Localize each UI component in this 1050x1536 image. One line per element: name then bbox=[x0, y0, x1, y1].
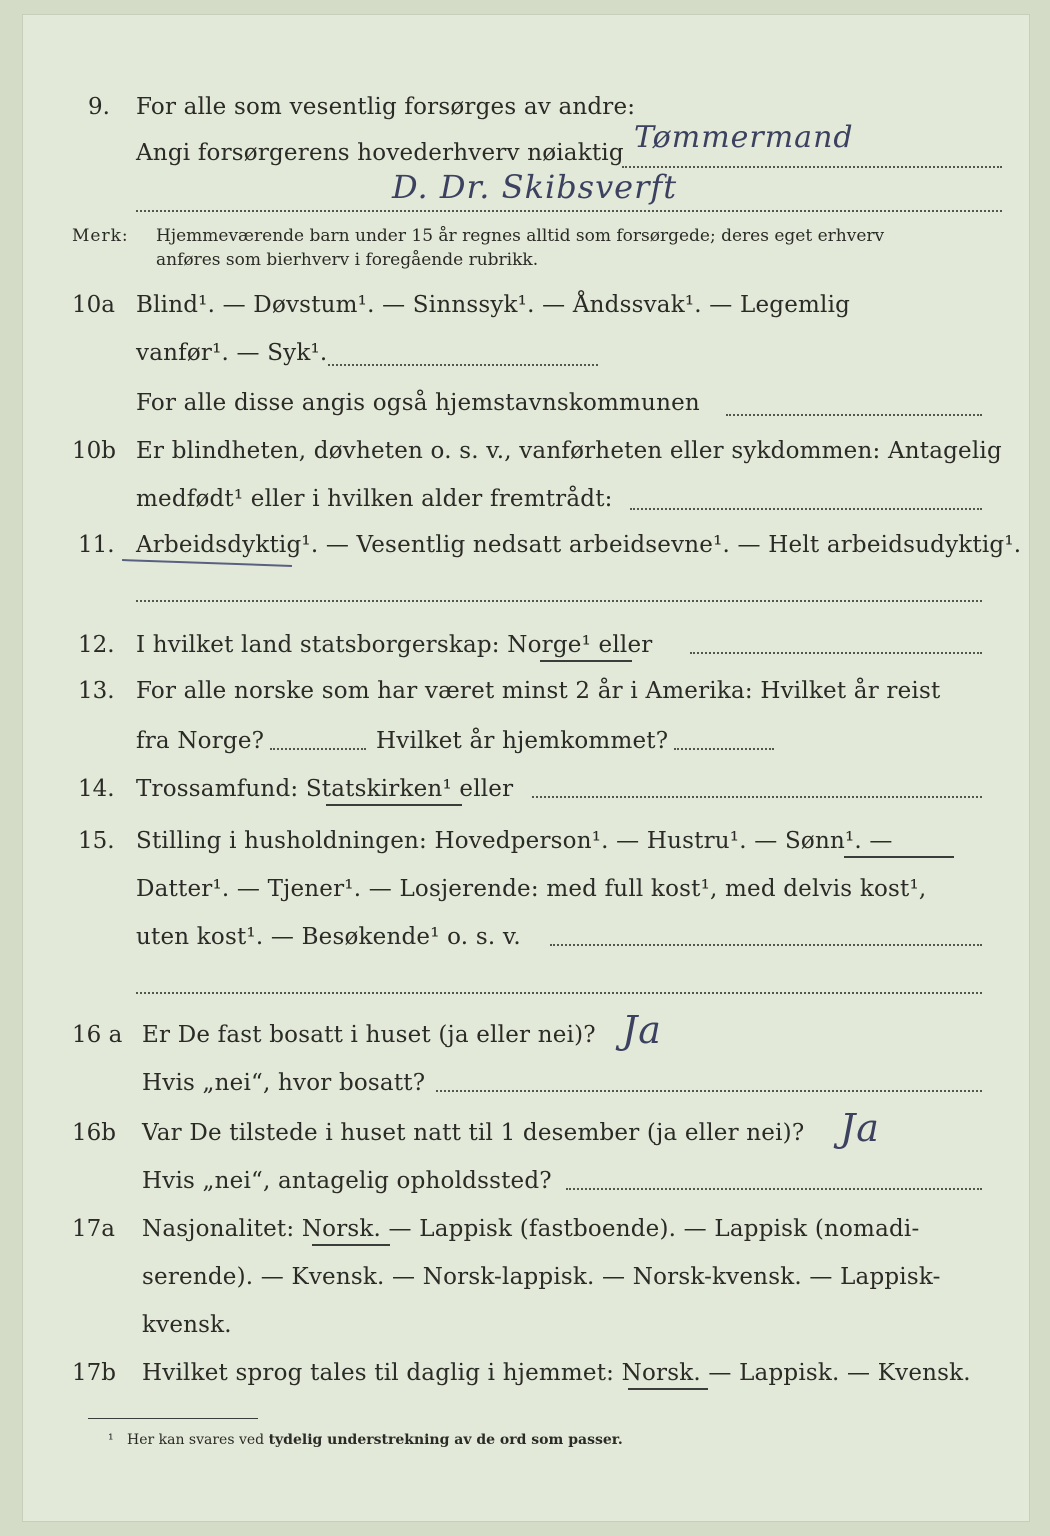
census-form-page bbox=[22, 14, 1030, 1522]
q11-options bbox=[136, 532, 1021, 558]
q16b-number: 16b bbox=[72, 1120, 116, 1146]
q14-selected-option: Statskirken¹ bbox=[305, 776, 452, 802]
merk-label: Merk: bbox=[72, 226, 129, 246]
q12-prompt: I hvilket land statsborgerskap: bbox=[136, 632, 508, 658]
q9-number: 9. bbox=[88, 94, 110, 120]
q15-underline-mark bbox=[844, 856, 954, 858]
q9-handwritten-answer1: Tømmermand bbox=[634, 120, 854, 155]
q11-answer-line bbox=[136, 600, 982, 602]
q14-prompt: Trossamfund: bbox=[136, 776, 306, 802]
footnote-rule bbox=[88, 1418, 258, 1419]
q14-answer-line bbox=[532, 796, 982, 798]
q10b-line1: Er blindheten, døvheten o. s. v., vanførheten eller sykdommen: Antagelig bbox=[136, 438, 1002, 464]
q13-number: 13. bbox=[78, 678, 115, 704]
q12-eller: eller bbox=[591, 632, 653, 658]
q10b-number: 10b bbox=[72, 438, 116, 464]
q16a-line2: Hvis „nei“, hvor bosatt? bbox=[142, 1070, 426, 1096]
q12-underline-mark bbox=[540, 660, 632, 662]
q16a-number: 16 a bbox=[72, 1022, 123, 1048]
q16b-answer-line bbox=[566, 1188, 982, 1190]
q16a-handwritten-answer: Ja bbox=[622, 1008, 662, 1052]
q9-answer-line2 bbox=[136, 210, 1002, 212]
q13-line2a: fra Norge? bbox=[136, 728, 265, 754]
merk-line2: anføres som bierhverv i foregående rubrikk. bbox=[156, 250, 539, 270]
q17a-number: 17a bbox=[72, 1216, 115, 1242]
footnote bbox=[108, 1432, 623, 1448]
q15-line1-options: Stilling i husholdningen: Hovedperson¹. — Hustru¹. — bbox=[136, 828, 785, 854]
q14-number: 14. bbox=[78, 776, 115, 802]
q17b-prompt: Hvilket sprog tales til daglig i hjemmet: bbox=[142, 1360, 622, 1386]
q9-handwritten-answer2: D. Dr. Skibsverft bbox=[392, 168, 678, 206]
q15-selected-option: Sønn¹. bbox=[784, 828, 862, 854]
q17a-line1 bbox=[142, 1216, 919, 1242]
q16b-line2: Hvis „nei“, antagelig opholdssted? bbox=[142, 1168, 552, 1194]
q15-line1 bbox=[136, 828, 893, 854]
q14-eller: eller bbox=[451, 776, 514, 802]
q15-answer-line2 bbox=[136, 992, 982, 994]
q12-answer-line bbox=[690, 652, 982, 654]
q17a-line2: serende). — Kvensk. — Norsk-lappisk. — Norsk-kvensk. — Lappisk- bbox=[142, 1264, 941, 1290]
q10a-line3: For alle disse angis også hjemstavnskommunen bbox=[136, 390, 700, 416]
q14-text bbox=[136, 776, 513, 802]
q12-number: 12. bbox=[78, 632, 115, 658]
q10a-number: 10a bbox=[72, 292, 115, 318]
q15-number: 15. bbox=[78, 828, 115, 854]
q17b-number: 17b bbox=[72, 1360, 116, 1386]
q11-underline-mark bbox=[122, 559, 292, 567]
q15-answer-line bbox=[550, 944, 982, 946]
q15-line1-dash: — bbox=[861, 828, 893, 854]
q13-line1: For alle norske som har været minst 2 år i Amerika: Hvilket år reist bbox=[136, 678, 941, 704]
q16b-handwritten-answer: Ja bbox=[840, 1106, 880, 1150]
q9-line1: For alle som vesentlig forsørges av andre: bbox=[136, 94, 636, 120]
q17b-other-options: — Lappisk. — Kvensk. bbox=[700, 1360, 971, 1386]
q17a-selected-option: Norsk. bbox=[301, 1216, 382, 1242]
q16b-line1: Var De tilstede i huset natt til 1 desember (ja eller nei)? bbox=[142, 1120, 805, 1146]
q15-line2: Datter¹. — Tjener¹. — Losjerende: med full kost¹, med delvis kost¹, bbox=[136, 876, 927, 902]
footnote-mark: ¹ bbox=[108, 1432, 114, 1448]
q16a-line1: Er De fast bosatt i huset (ja eller nei)? bbox=[142, 1022, 596, 1048]
q12-text bbox=[136, 632, 652, 658]
q10a-line1: Blind¹. — Døvstum¹. — Sinnssyk¹. — Åndssvak¹. — Legemlig bbox=[136, 292, 851, 318]
q15-line3: uten kost¹. — Besøkende¹ o. s. v. bbox=[136, 924, 521, 950]
q9-answer-line bbox=[622, 166, 1002, 168]
q17b-underline-mark bbox=[628, 1388, 708, 1390]
q13-line2b: Hvilket år hjemkommet? bbox=[376, 728, 669, 754]
q11-selected-option: Arbeidsdyktig¹. bbox=[136, 532, 319, 558]
q13-reist-line bbox=[270, 748, 366, 750]
q17a-other-options: — Lappisk (fastboende). — Lappisk (nomadi- bbox=[381, 1216, 920, 1242]
q13-hjemkommet-line bbox=[674, 748, 774, 750]
footnote-text: Her kan svares ved bbox=[126, 1432, 269, 1448]
footnote-bold-text: tydelig understrekning av de ord som passer. bbox=[268, 1432, 623, 1448]
q17b-line bbox=[142, 1360, 971, 1386]
q17a-underline-mark bbox=[312, 1244, 390, 1246]
q10b-answer-line bbox=[630, 508, 982, 510]
merk-line1: Hjemmeværende barn under 15 år regnes alltid som forsørgede; deres eget erhverv bbox=[156, 226, 885, 246]
q10a-kommune-line bbox=[726, 414, 982, 416]
q11-number: 11. bbox=[78, 532, 115, 558]
q17a-line3: kvensk. bbox=[142, 1312, 232, 1338]
q10a-line2: vanfør¹. — Syk¹. bbox=[136, 340, 328, 366]
q10a-syk-line bbox=[328, 364, 598, 366]
q9-line2: Angi forsørgerens hovederhverv nøiaktig bbox=[136, 140, 624, 166]
q17a-prompt: Nasjonalitet: bbox=[142, 1216, 302, 1242]
q17b-selected-option: Norsk. bbox=[621, 1360, 701, 1386]
q16a-answer-line bbox=[436, 1090, 982, 1092]
q10b-line2: medfødt¹ eller i hvilken alder fremtrådt: bbox=[136, 486, 613, 512]
q12-selected-option: Norge¹ bbox=[507, 632, 592, 658]
q11-other-options: — Vesentlig nedsatt arbeidsevne¹. — Helt arbeidsudyktig¹. bbox=[318, 532, 1022, 558]
q14-underline-mark bbox=[326, 804, 462, 806]
